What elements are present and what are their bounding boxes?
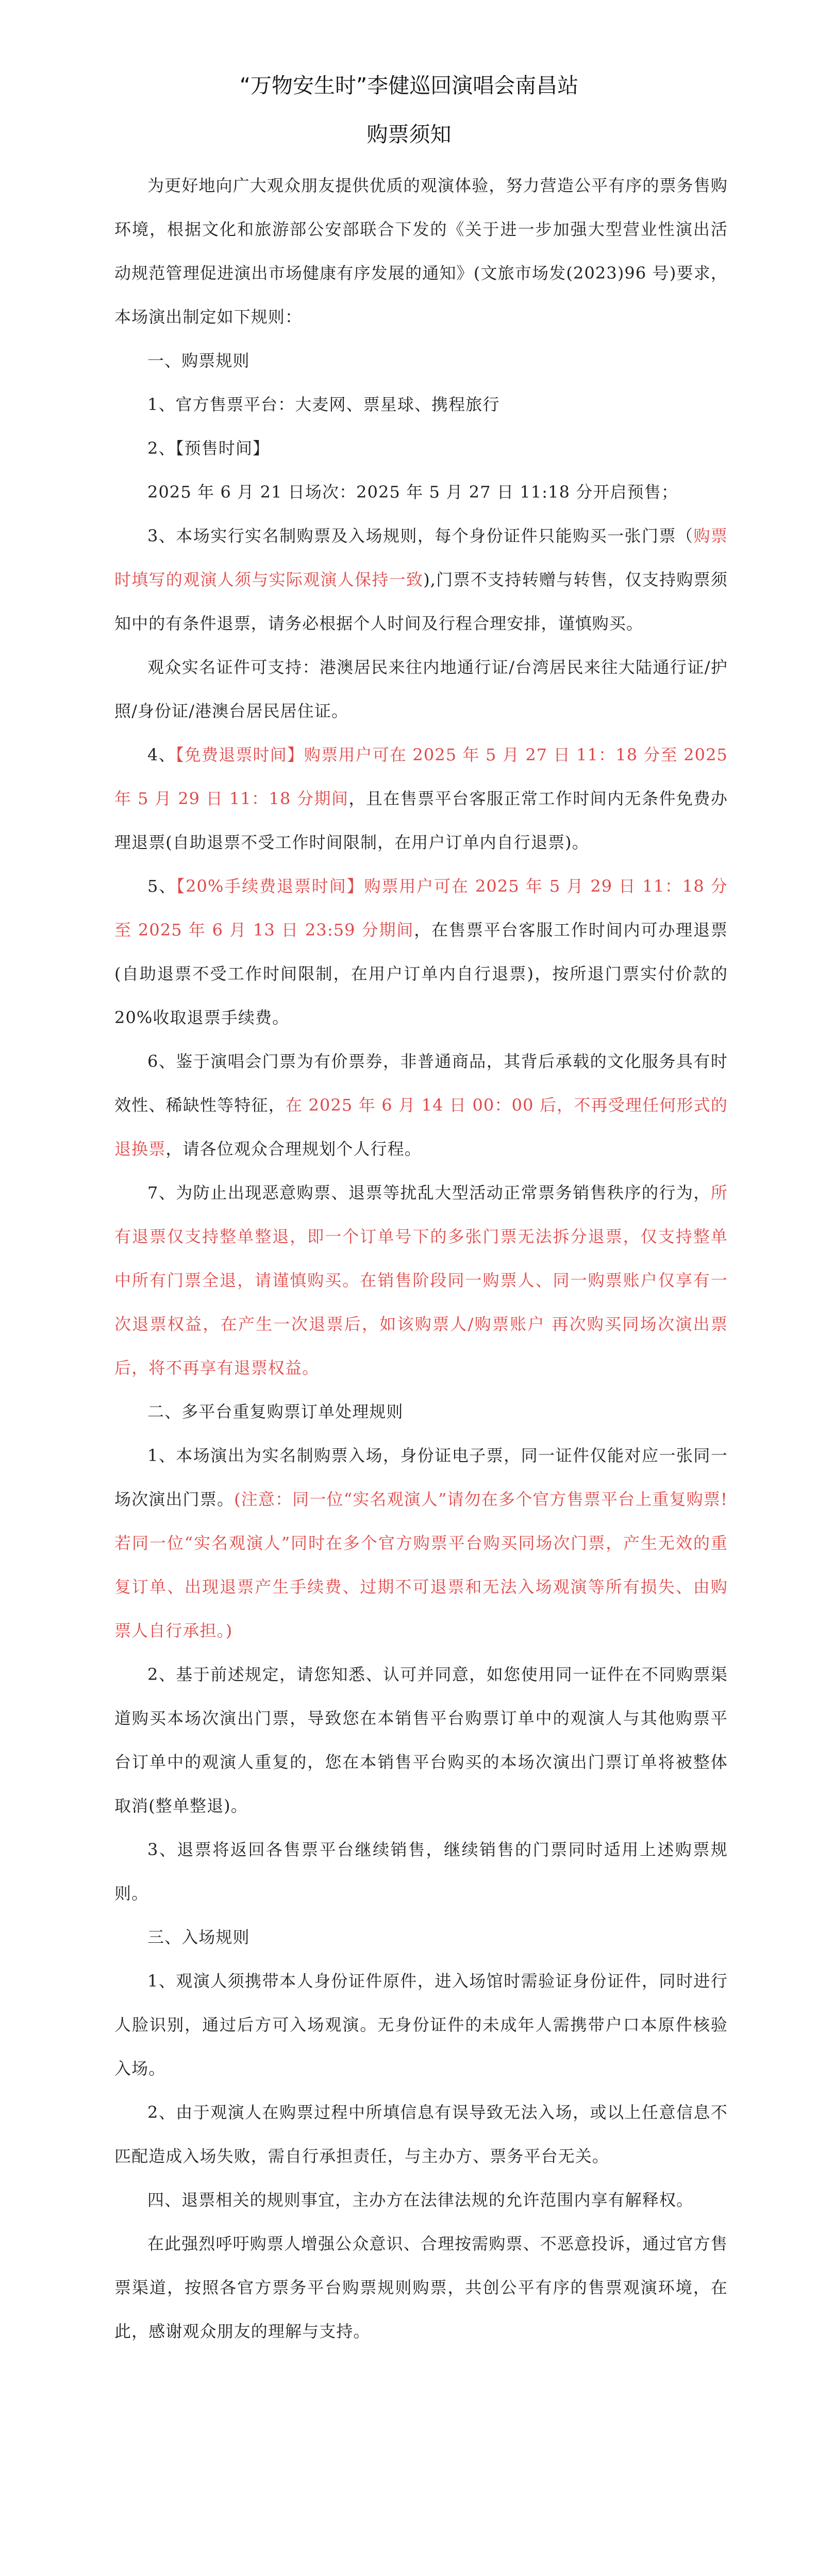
section-1-heading: 一、购票规则 <box>147 351 250 370</box>
rule-id-types: 观众实名证件可支持：港澳居民来往内地通行证/台湾居民来往大陆通行证/护照/身份证/港澳台居民居住证。 <box>114 657 728 721</box>
rule-no-refund-highlight: 在 2025 年 6 月 14 日 00：00 后，不再受理任何形式的退换票 <box>114 1095 728 1159</box>
rule-no-refund-text-end: ，请各位观众合理规划个人行程。 <box>165 1139 422 1159</box>
rule-one-ticket-per-id <box>114 1434 728 1653</box>
section-4-heading: 四、退票相关的规则事宜，主办方在法律法规的允许范围内享有解释权。 <box>147 2190 694 2210</box>
rule-free-refund-num: 4、 <box>147 745 176 765</box>
rule-resale: 3、退票将返回各售票平台继续销售，继续销售的门票同时适用上述购票规则。 <box>114 1840 728 1903</box>
intro-paragraph: 为更好地向广大观众朋友提供优质的观演体验，努力营造公平有序的票务售购环境，根据文化和旅游部公安部联合下发的《关于进一步加强大型营业性演出活动规范管理促进演出市场健康有序发展的通知》(文旅市场发(2023)96 号)要求，本场演出制定如下规则： <box>114 176 728 327</box>
rule-presale-heading: 2、【预售时间】 <box>147 438 270 458</box>
rule-one-ticket-warning: (注意：同一位“实名观演人”请勿在多个官方售票平台上重复购票!若同一位“实名观演人”同时在多个官方购票平台购买同场次门票，产生无效的重复订单、出现退票产生手续费、过期不可退票和无法入场观演等所有损失、由购票人自行承担。) <box>114 1489 728 1640</box>
rule-no-refund-deadline <box>114 1040 728 1171</box>
rule-presale-time: 2025 年 6 月 21 日场次：2025 年 5 月 27 日 11:18 分开启预售； <box>147 482 678 502</box>
rule-entry-id: 1、观演人须携带本人身份证件原件，进入场馆时需验证身份证件，同时进行人脸识别，通过后方可入场观演。无身份证件的未成年人需携带户口本原件核验入场。 <box>114 1971 728 2078</box>
document-body <box>114 164 728 2353</box>
rule-real-name-text-end: ),门票不支持转赠与转售，仅支持购票须知中的有条件退票，请务必根据个人时间及行程合理安排，谨慎购买。 <box>114 570 728 633</box>
rule-duplicate-cancel: 2、基于前述规定，请您知悉、认可并同意，如您使用同一证件在不同购票渠道购买本场次演出门票，导致您在本销售平台购票订单中的观演人与其他购票平台订单中的观演人重复的，您在本销售平台购买的本场次演出门票订单将被整体取消(整单整退)。 <box>114 1665 728 1816</box>
rule-fee-refund-text: ，在售票平台客服工作时间内可办理退票(自助退票不受工作时间限制，在用户订单内自行退票)，按所退门票实付价款的 20%收取退票手续费。 <box>114 920 728 1027</box>
rule-free-refund-text: ，且在售票平台客服正常工作时间内无条件免费办理退票(自助退票不受工作时间限制，在用户订单内自行退票)。 <box>114 789 728 852</box>
rule-fee-refund-highlight: 【20%手续费退票时间】购票用户可在 2025 年 5 月 29 日 11：18 分至 2025 年 6 月 13 日 23:59 分期间 <box>114 876 728 940</box>
rule-real-name-text: 3、本场实行实名制购票及入场规则，每个身份证件只能购买一张门票（ <box>147 526 694 546</box>
rule-no-refund-text: 6、鉴于演唱会门票为有价票券，非普通商品，其背后承载的文化服务具有时效性、稀缺性等特征， <box>114 1052 728 1115</box>
rule-official-platforms: 1、官方售票平台：大麦网、票星球、携程旅行 <box>147 395 500 414</box>
rule-free-refund-highlight: 【免费退票时间】购票用户可在 2025 年 5 月 27 日 11：18 分至 2025 年 5 月 29 日 11：18 分期间 <box>114 745 728 808</box>
rule-real-name <box>114 514 728 646</box>
section-2-heading: 二、多平台重复购票订单处理规则 <box>147 1402 404 1421</box>
page-title: “万物安生时”李健巡回演唱会南昌站 <box>239 73 579 98</box>
rule-free-refund <box>114 733 728 865</box>
closing-paragraph: 在此强烈呼吁购票人增强公众意识、合理按需购票、不恶意投诉，通过官方售票渠道，按照各官方票务平台购票规则购票，共创公平有序的售票观演环境，在此，感谢观众朋友的理解与支持。 <box>114 2234 728 2341</box>
rule-whole-order-highlight: 所有退票仅支持整单整退，即一个订单号下的多张门票无法拆分退票，仅支持整单中所有门票全退，请谨慎购买。在销售阶段同一购票人、同一购票账户仅享有一次退票权益，在产生一次退票后，如该购票人/购票账户 再次购买同场次演出票后，将不再享有退票权益。 <box>114 1183 728 1378</box>
rule-entry-liability: 2、由于观演人在购票过程中所填信息有误导致无法入场，或以上任意信息不匹配造成入场失败，需自行承担责任，与主办方、票务平台无关。 <box>114 2103 728 2166</box>
rule-fee-refund <box>114 865 728 1040</box>
rule-one-ticket-text: 1、本场演出为实名制购票入场，身份证电子票，同一证件仅能对应一张同一场次演出门票。 <box>114 1446 728 1509</box>
rule-fee-refund-num: 5、 <box>147 876 177 896</box>
page-subtitle: 购票须知 <box>366 122 452 147</box>
rule-whole-order-refund <box>114 1171 728 1390</box>
section-3-heading: 三、入场规则 <box>147 1927 250 1947</box>
rule-real-name-highlight: 购票时填写的观演人须与实际观演人保持一致 <box>114 526 728 589</box>
rule-whole-order-text: 7、为防止出现恶意购票、退票等扰乱大型活动正常票务销售秩序的行为， <box>147 1183 711 1202</box>
